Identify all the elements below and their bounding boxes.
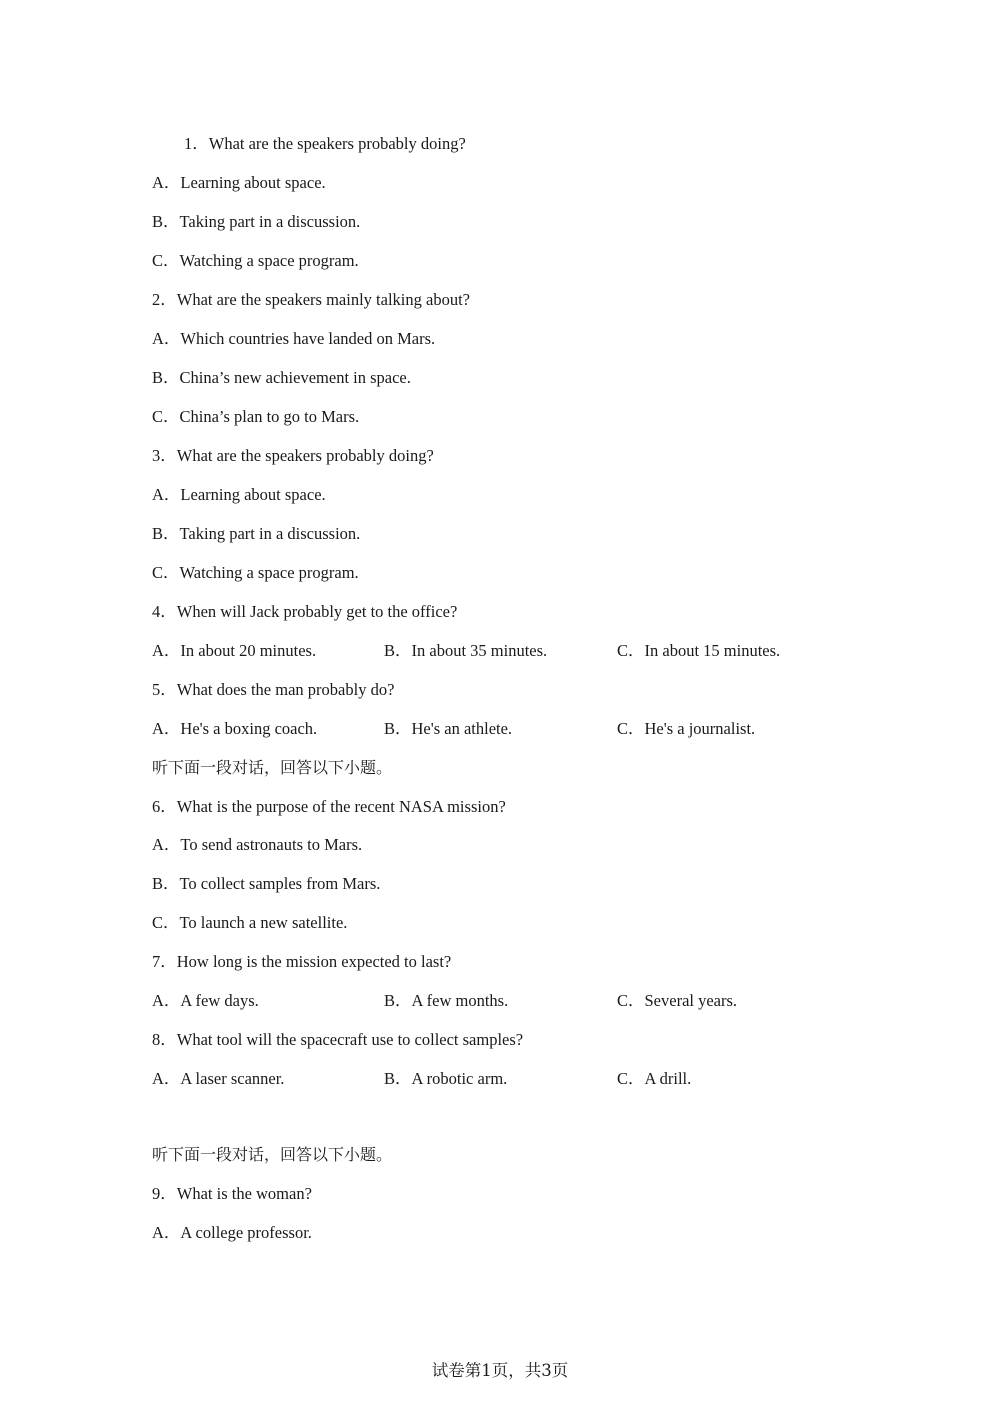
- question-7: 7．How long is the mission expected to last?: [152, 952, 452, 971]
- q2-option-b: B．China’s new achievement in space.: [152, 368, 411, 387]
- q8-option-b: B．A robotic arm.: [384, 1069, 508, 1088]
- q6-option-a: A．To send astronauts to Mars.: [152, 835, 363, 854]
- page-footer: 试卷第1页，共3页: [431, 1361, 569, 1380]
- question-8: 8．What tool will the spacecraft use to collect samples?: [152, 1030, 524, 1049]
- q9-option-a: A．A college professor.: [152, 1223, 312, 1242]
- q4-option-c: C．In about 15 minutes.: [617, 641, 781, 660]
- q1-option-c: C．Watching a space program.: [152, 251, 359, 270]
- q4-option-b: B．In about 35 minutes.: [384, 641, 548, 660]
- question-5: 5．What does the man probably do?: [152, 680, 395, 699]
- q4-option-a: A．In about 20 minutes.: [152, 641, 317, 660]
- q2-option-c: C．China’s plan to go to Mars.: [152, 407, 360, 426]
- question-3: 3．What are the speakers probably doing?: [152, 446, 434, 465]
- q8-option-c: C．A drill.: [617, 1069, 692, 1088]
- q7-option-b: B．A few months.: [384, 991, 509, 1010]
- q7-option-a: A．A few days.: [152, 991, 259, 1010]
- section-instruction-1-text: 听下面一段对话，回答以下小题。: [152, 758, 393, 777]
- question-9: 9．What is the woman?: [152, 1184, 312, 1203]
- section-instruction-2: 听下面一段对话，回答以下小题。: [152, 1145, 393, 1164]
- question-1: 1．What are the speakers probably doing?: [184, 134, 466, 153]
- question-2: 2．What are the speakers mainly talking about?: [152, 290, 470, 309]
- q8-options-row: [152, 1069, 852, 1089]
- q1-option-b: B．Taking part in a discussion.: [152, 212, 361, 231]
- q6-option-c: C．To launch a new satellite.: [152, 913, 348, 932]
- q5-options-row: [152, 719, 852, 739]
- q1-option-a: A．Learning about space.: [152, 173, 326, 192]
- q3-option-a: A．Learning about space.: [152, 485, 326, 504]
- question-4: 4．When will Jack probably get to the office?: [152, 602, 458, 621]
- q7-option-c: C．Several years.: [617, 991, 738, 1010]
- q4-options-row: [152, 641, 852, 661]
- q5-option-c: C．He's a journalist.: [617, 719, 756, 738]
- q5-option-a: A．He's a boxing coach.: [152, 719, 318, 738]
- q6-option-b: B．To collect samples from Mars.: [152, 874, 381, 893]
- q5-option-b: B．He's an athlete.: [384, 719, 513, 738]
- q7-options-row: [152, 991, 852, 1011]
- question-6: 6．What is the purpose of the recent NASA mission?: [152, 797, 506, 816]
- q2-option-a: A．Which countries have landed on Mars.: [152, 329, 436, 348]
- q8-option-a: A．A laser scanner.: [152, 1069, 285, 1088]
- q3-option-b: B．Taking part in a discussion.: [152, 524, 361, 543]
- q3-option-c: C．Watching a space program.: [152, 563, 359, 582]
